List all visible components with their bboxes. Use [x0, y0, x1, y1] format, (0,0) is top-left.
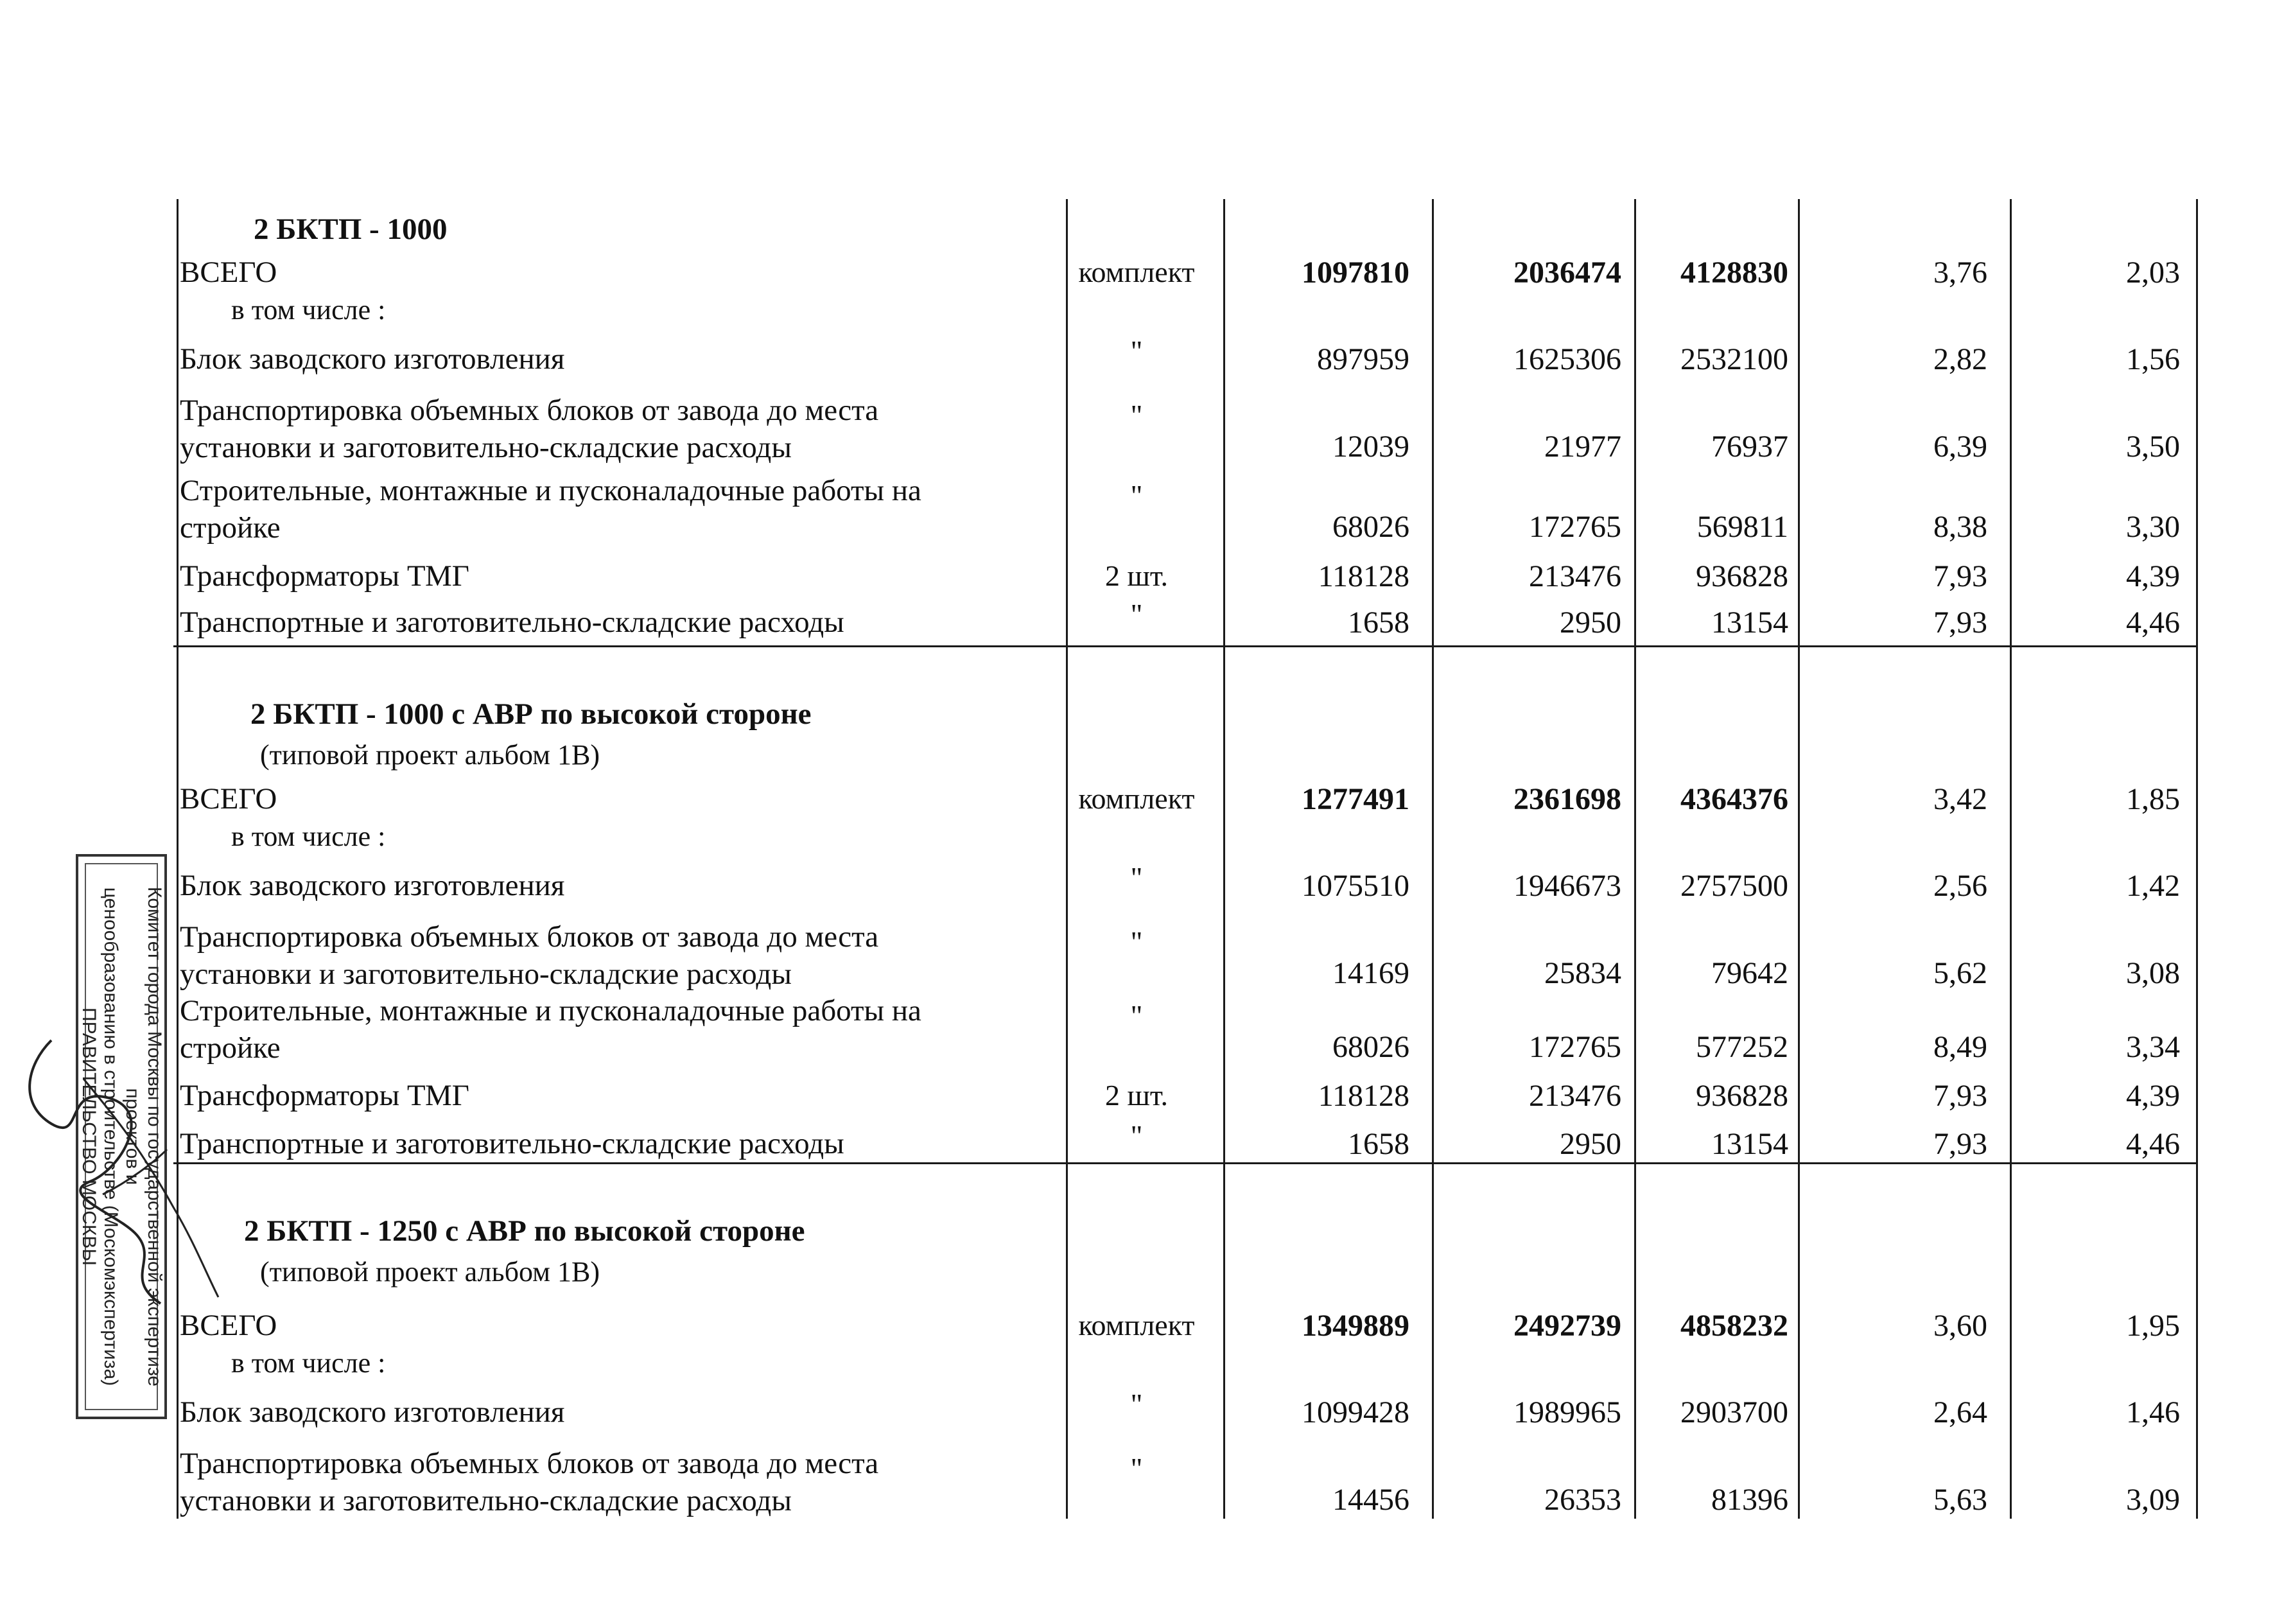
- row-value-v1: 1658: [1348, 1127, 1409, 1161]
- row-unit: комплект: [1078, 256, 1195, 288]
- row-value-v2: 172765: [1529, 510, 1621, 544]
- row-unit: ": [1130, 999, 1143, 1032]
- row-value-v4: 2,64: [1933, 1395, 1987, 1429]
- row-value-v4: 7,93: [1933, 559, 1987, 593]
- column-rule: [2196, 199, 2198, 1519]
- row-value-v3: 4858232: [1680, 1309, 1788, 1343]
- row-value-v2: 26353: [1544, 1483, 1621, 1517]
- row-value-v1: 1097810: [1302, 256, 1409, 290]
- row-label: Блок заводского изготовления: [180, 1395, 565, 1429]
- row-sublabel: в том числе :: [231, 1347, 386, 1379]
- row-value-v1: 1075510: [1302, 869, 1409, 903]
- row-value-v4: 8,49: [1933, 1030, 1987, 1064]
- handwritten-signature: [13, 1002, 244, 1336]
- row-label: Блок заводского изготовления: [180, 342, 565, 376]
- row-value-v2: 2361698: [1513, 782, 1621, 816]
- row-value-v2: 2492739: [1513, 1309, 1621, 1343]
- row-value-v5: 4,39: [2126, 1079, 2180, 1113]
- row-value-v3: 2532100: [1680, 342, 1788, 376]
- row-unit: ": [1130, 1452, 1143, 1485]
- row-value-v1: 14169: [1332, 956, 1409, 990]
- stamp-line: Комитет города Москвы по государственной экспертизе проектов и: [122, 886, 165, 1387]
- row-value-v5: 4,46: [2126, 606, 2180, 640]
- row-label: Транспортные и заготовительно-складские расходы: [180, 606, 844, 639]
- row-value-v4: 3,60: [1933, 1309, 1987, 1343]
- section-title: 2 БКТП - 1000: [254, 213, 448, 246]
- row-value-v5: 3,09: [2126, 1483, 2180, 1517]
- row-value-v5: 4,46: [2126, 1127, 2180, 1161]
- column-rule: [1223, 199, 1225, 1519]
- row-unit: ": [1130, 861, 1143, 894]
- row-unit: ": [1130, 335, 1143, 367]
- row-value-v3: 4364376: [1680, 782, 1788, 816]
- row-value-v5: 1,46: [2126, 1395, 2180, 1429]
- row-label: Строительные, монтажные и пусконаладочные работы на: [180, 474, 921, 507]
- row-value-v1: 1349889: [1302, 1309, 1409, 1343]
- row-unit: 2 шт.: [1104, 1079, 1169, 1112]
- row-value-v2: 1625306: [1513, 342, 1621, 376]
- row-value-v2: 213476: [1529, 1079, 1621, 1113]
- row-value-v2: 21977: [1544, 430, 1621, 464]
- row-value-v3: 577252: [1696, 1030, 1788, 1064]
- row-value-v5: 3,50: [2126, 430, 2180, 464]
- row-unit: комплект: [1078, 1309, 1195, 1341]
- row-value-v5: 3,30: [2126, 510, 2180, 544]
- row-value-v1: 12039: [1332, 430, 1409, 464]
- row-value-v3: 79642: [1711, 956, 1788, 990]
- row-value-v2: 25834: [1544, 956, 1621, 990]
- section-subtitle: (типовой проект альбом 1В): [260, 739, 600, 771]
- row-value-v1: 1658: [1348, 606, 1409, 640]
- row-value-v1: 68026: [1332, 1030, 1409, 1064]
- row-value-v1: 118128: [1318, 1079, 1409, 1113]
- row-value-v4: 8,38: [1933, 510, 1987, 544]
- row-value-v2: 1989965: [1513, 1395, 1621, 1429]
- row-value-v3: 76937: [1711, 430, 1788, 464]
- row-value-v5: 2,03: [2126, 256, 2180, 290]
- row-value-v4: 3,42: [1933, 782, 1987, 816]
- row-value-v2: 2036474: [1513, 256, 1621, 290]
- row-value-v1: 1277491: [1302, 782, 1409, 816]
- row-label: ВСЕГО: [180, 782, 277, 816]
- column-rule: [1432, 199, 1434, 1519]
- row-value-v2: 213476: [1529, 559, 1621, 593]
- row-value-v5: 1,56: [2126, 342, 2180, 376]
- row-value-v1: 118128: [1318, 559, 1409, 593]
- row-value-v5: 4,39: [2126, 559, 2180, 593]
- row-unit: комплект: [1078, 782, 1195, 815]
- row-label: Транспортные и заготовительно-складские расходы: [180, 1127, 844, 1160]
- row-label: стройке: [180, 511, 281, 545]
- row-value-v3: 569811: [1696, 510, 1788, 544]
- row-label: Транспортировка объемных блоков от завода до места: [180, 394, 879, 427]
- row-value-v2: 2950: [1560, 1127, 1621, 1161]
- stamp-line: ПРАВИТЕЛЬСТВО МОСКВЫ: [78, 1008, 100, 1266]
- row-value-v4: 2,56: [1933, 869, 1987, 903]
- column-rule: [2010, 199, 2012, 1519]
- column-rule: [1798, 199, 1800, 1519]
- row-value-v4: 7,93: [1933, 606, 1987, 640]
- row-value-v3: 936828: [1696, 559, 1788, 593]
- row-label: стройке: [180, 1031, 281, 1065]
- section-title: 2 БКТП - 1000 с АВР по высокой стороне: [250, 697, 812, 731]
- row-value-v3: 81396: [1711, 1483, 1788, 1517]
- row-value-v4: 6,39: [1933, 430, 1987, 464]
- section-divider: [173, 1162, 2198, 1164]
- row-value-v4: 5,62: [1933, 956, 1987, 990]
- row-label: установки и заготовительно-складские расходы: [180, 957, 792, 991]
- row-value-v5: 1,85: [2126, 782, 2180, 816]
- row-sublabel: в том числе :: [231, 294, 386, 326]
- row-value-v1: 897959: [1317, 342, 1409, 376]
- row-label: установки и заготовительно-складские расходы: [180, 431, 792, 464]
- row-label: установки и заготовительно-складские расходы: [180, 1484, 792, 1517]
- row-value-v4: 7,93: [1933, 1079, 1987, 1113]
- row-value-v5: 1,95: [2126, 1309, 2180, 1343]
- row-value-v1: 14456: [1332, 1483, 1409, 1517]
- row-label: Строительные, монтажные и пусконаладочные работы на: [180, 994, 921, 1027]
- row-value-v3: 13154: [1711, 606, 1788, 640]
- row-value-v1: 1099428: [1302, 1395, 1409, 1429]
- row-unit: ": [1130, 479, 1143, 512]
- row-unit: ": [1130, 1119, 1143, 1152]
- row-label: Транспортировка объемных блоков от завода до места: [180, 920, 879, 954]
- row-value-v4: 3,76: [1933, 256, 1987, 290]
- section-subtitle: (типовой проект альбом 1В): [260, 1256, 600, 1288]
- row-label: Транспортировка объемных блоков от завода до места: [180, 1447, 879, 1480]
- row-value-v2: 1946673: [1513, 869, 1621, 903]
- row-unit: 2 шт.: [1104, 559, 1169, 592]
- row-value-v3: 4128830: [1680, 256, 1788, 290]
- row-value-v5: 1,42: [2126, 869, 2180, 903]
- row-value-v4: 5,63: [1933, 1483, 1987, 1517]
- row-value-v3: 936828: [1696, 1079, 1788, 1113]
- column-rule: [1634, 199, 1636, 1519]
- section-divider: [173, 645, 2198, 647]
- row-label: ВСЕГО: [180, 256, 277, 289]
- row-label: Трансформаторы ТМГ: [180, 1079, 469, 1112]
- row-value-v2: 172765: [1529, 1030, 1621, 1064]
- row-value-v5: 3,08: [2126, 956, 2180, 990]
- row-value-v4: 7,93: [1933, 1127, 1987, 1161]
- row-value-v4: 2,82: [1933, 342, 1987, 376]
- row-label: ВСЕГО: [180, 1309, 277, 1342]
- row-unit: ": [1130, 399, 1143, 432]
- stamp-line: ценообразованию в строительстве (Москомэкспертиза): [100, 887, 121, 1386]
- row-label: Трансформаторы ТМГ: [180, 559, 469, 593]
- row-value-v2: 2950: [1560, 606, 1621, 640]
- row-unit: ": [1130, 1388, 1143, 1420]
- row-value-v5: 3,34: [2126, 1030, 2180, 1064]
- row-unit: ": [1130, 925, 1143, 958]
- row-unit: ": [1130, 598, 1143, 631]
- row-sublabel: в том числе :: [231, 821, 386, 852]
- row-label: Блок заводского изготовления: [180, 869, 565, 902]
- row-value-v3: 2757500: [1680, 869, 1788, 903]
- row-value-v3: 13154: [1711, 1127, 1788, 1161]
- section-title: 2 БКТП - 1250 с АВР по высокой стороне: [244, 1214, 805, 1248]
- row-value-v1: 68026: [1332, 510, 1409, 544]
- row-value-v3: 2903700: [1680, 1395, 1788, 1429]
